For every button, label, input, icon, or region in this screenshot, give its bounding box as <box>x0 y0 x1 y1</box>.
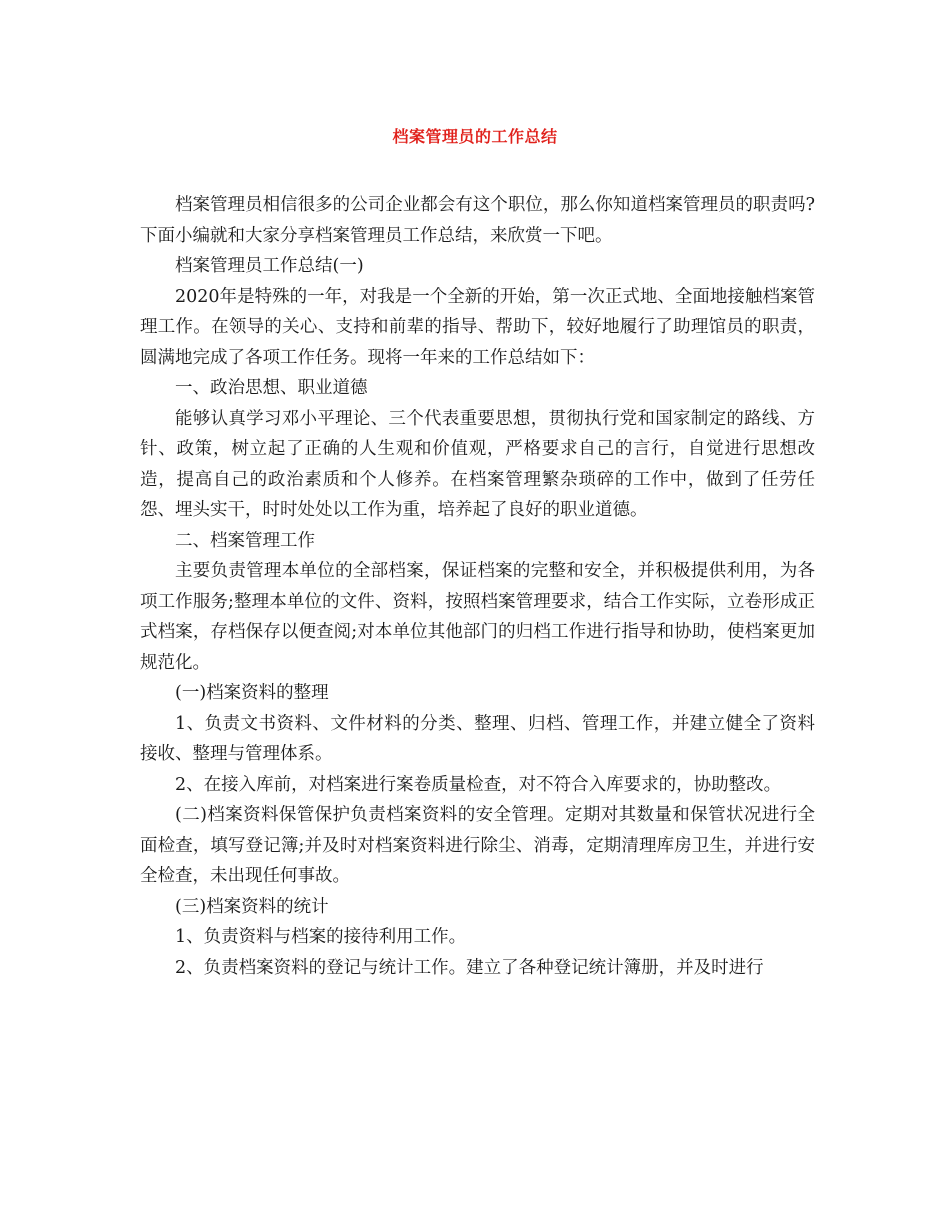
paragraph-opening: 2020年是特殊的一年，对我是一个全新的开始，第一次正式地、全面地接触档案管理工作。在领导的关心、支持和前辈的指导、帮助下，较好地履行了助理馆员的职责，圆满地完成了各项工作任务。现将一年来的工作总结如下： <box>140 286 815 368</box>
heading-summary-one: 档案管理员工作总结(一) <box>175 256 364 276</box>
paragraph-organizing-1: 1、负责文书资料、文件材料的分类、整理、归档、管理工作，并建立健全了资料接收、整理与管理体系。 <box>140 713 815 764</box>
heading-organizing: (一)档案资料的整理 <box>175 683 329 703</box>
paragraph-statistics-2: 2、负责档案资料的登记与统计工作。建立了各种登记统计簿册，并及时进行 <box>175 957 764 978</box>
heading-archive-work: 二、档案管理工作 <box>175 530 315 551</box>
paragraph-organizing-2: 2、在接入库前，对档案进行案卷质量检查，对不符合入库要求的，协助整改。 <box>175 774 782 795</box>
paragraph-preservation: (二)档案资料保管保护负责档案资料的安全管理。定期对其数量和保管状况进行全面检查，填写登记簿;并及时对档案资料进行除尘、消毒，定期清理库房卫生，并进行安全检查，未出现任何事故。 <box>140 805 815 886</box>
heading-political-ethics: 一、政治思想、职业道德 <box>175 378 368 398</box>
document-body <box>140 190 815 983</box>
document-title: 档案管理员的工作总结 <box>392 127 558 146</box>
heading-statistics: (三)档案资料的统计 <box>175 896 329 917</box>
paragraph-intro: 档案管理员相信很多的公司企业都会有这个职位，那么你知道档案管理员的职责吗?下面小编就和大家分享档案管理员工作总结，来欣赏一下吧。 <box>140 195 815 246</box>
paragraph-archive-work: 主要负责管理本单位的全部档案，保证档案的完整和安全，并积极提供利用，为各项工作服务;整理本单位的文件、资料，按照档案管理要求，结合工作实际，立卷形成正式档案，存档保存以便查阅;对本单位其他部门的归档工作进行指导和协助，使档案更加规范化。 <box>140 561 815 673</box>
paragraph-political-ethics: 能够认真学习邓小平理论、三个代表重要思想，贯彻执行党和国家制定的路线、方针、政策，树立起了正确的人生观和价值观，严格要求自己的言行，自觉进行思想改造，提高自己的政治素质和个人修养。在档案管理繁杂琐碎的工作中，做到了任劳任怨、埋头实干，时时处处以工作为重，培养起了良好的职业道德。 <box>140 408 815 520</box>
paragraph-statistics-1: 1、负责资料与档案的接待利用工作。 <box>175 927 467 947</box>
